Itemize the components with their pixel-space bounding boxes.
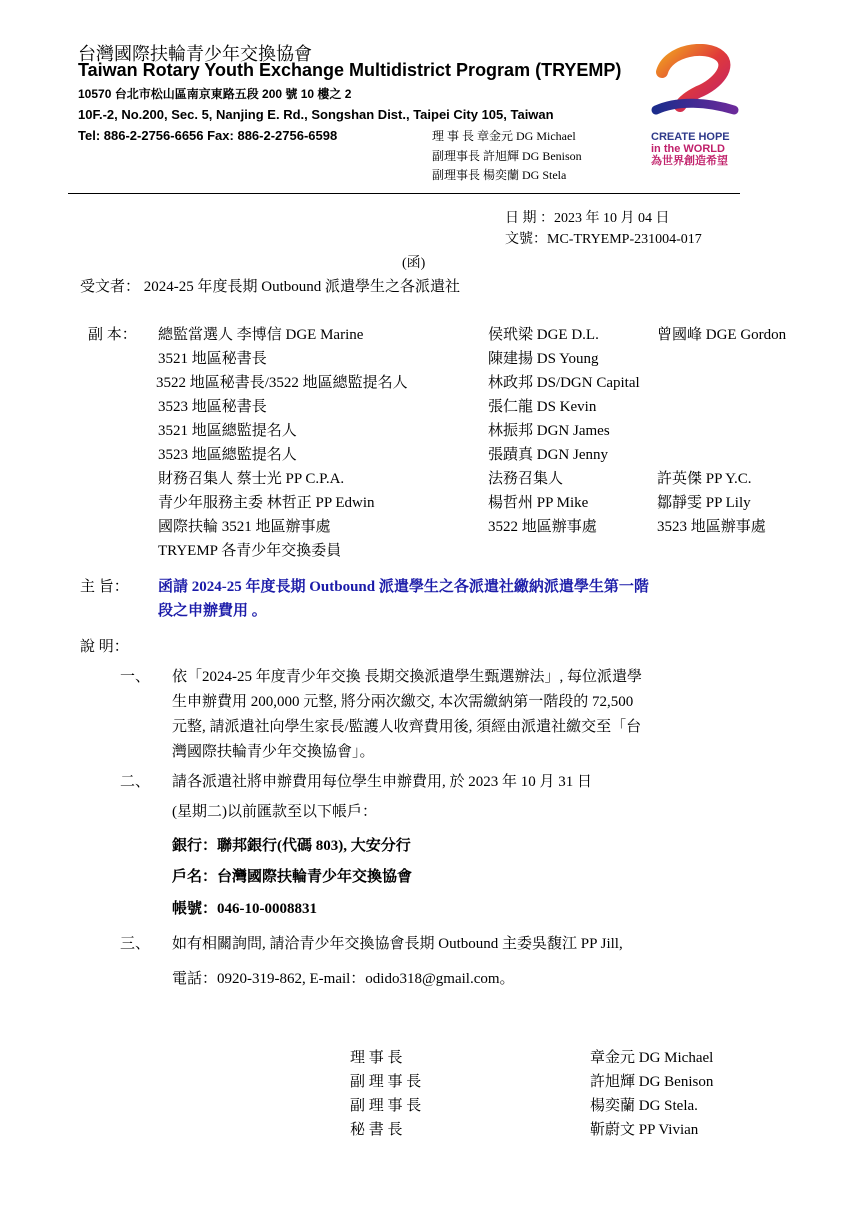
cc-entry: 3521 地區總監提名人 <box>158 423 297 439</box>
document-number: 文號：MC-TRYEMP-231004-017 <box>505 232 702 247</box>
cc-entry: 侯玳梁 DGE D.L. <box>488 327 599 343</box>
item3-line: 如有相關詢問, 請洽青少年交換協會長期 Outbound 主委吳馥江 PP Jill, <box>172 936 623 952</box>
cc-entry: 總監當選人 李博信 DGE Marine <box>158 327 364 343</box>
signature-name: 許旭輝 DG Benison <box>590 1074 714 1090</box>
cc-entry: 林振邦 DGN James <box>488 423 610 439</box>
cc-entry: 陳建揚 DS Young <box>488 351 599 367</box>
signature-title: 理 事 長 <box>350 1050 403 1066</box>
board-vice-president-2: 副理事長 楊奕蘭 DG Stela <box>432 168 567 182</box>
item1-line: 元整, 請派遣社向學生家長/監護人收齊費用後, 須經由派遣社繳交至「台 <box>172 719 642 735</box>
explanation-label: 說 明： <box>80 639 129 655</box>
cc-entry: 3522 地區辦事處 <box>488 519 597 535</box>
cc-entry: 林政邦 DS/DGN Capital <box>488 375 640 391</box>
document-date: 日 期 ：2023 年 10 月 04 日 <box>505 211 670 226</box>
cc-entry: 3523 地區總監提名人 <box>158 447 297 463</box>
item-number: 二、 <box>120 774 151 790</box>
org-name-en: Taiwan Rotary Youth Exchange Multidistrict Program (TRYEMP) <box>78 60 622 80</box>
account-number: 帳號：046-10-0008831 <box>172 901 317 917</box>
cc-entry: 青少年服務主委 林哲正 PP Edwin <box>158 495 375 511</box>
logo-slogan <box>651 131 730 167</box>
contact-line: 電話：0920-319-862, E-mail：odido318@gmail.com。 <box>172 971 515 987</box>
subject-line-2: 段之申辦費用 。 <box>158 603 267 619</box>
item2-line: 請各派遣社將申辦費用每位學生申辦費用, 於 2023 年 10 月 31 日 <box>172 774 593 790</box>
signature-title: 副 理 事 長 <box>350 1098 422 1114</box>
contact-numbers: Tel: 886-2-2756-6656 Fax: 886-2-2756-6598 <box>78 128 338 143</box>
cc-entry: TRYEMP 各青少年交換委員 <box>158 543 342 559</box>
cc-entry: 曾國峰 DGE Gordon <box>657 327 787 343</box>
cc-entry: 國際扶輪 3521 地區辦事處 <box>158 519 331 535</box>
cc-label: 副 本： <box>88 327 137 343</box>
cc-entry: 3522 地區秘書長/3522 地區總監提名人 <box>156 375 408 391</box>
item1-line: 灣國際扶輪青少年交換協會」。 <box>172 744 375 760</box>
document-type: (函) <box>402 256 426 271</box>
subject-label: 主 旨： <box>80 579 129 595</box>
item-number: 三、 <box>120 936 151 952</box>
item-number: 一、 <box>120 669 151 685</box>
header-divider <box>68 193 740 194</box>
subject-line-1: 函請 2024-25 年度長期 Outbound 派遣學生之各派遣社繳納派遣學生第一階 <box>158 579 649 595</box>
item1-line: 依「2024-25 年度青少年交換 長期交換派遣學生甄選辦法」, 每位派遣學 <box>172 669 642 685</box>
slogan-line-2: in the WORLD <box>651 143 725 155</box>
slogan-line-3: 為世界創造希望 <box>651 155 728 167</box>
item1-line: 生申辦費用 200,000 元整, 將分兩次繳交, 本次需繳納第一階段的 72,500 <box>172 694 634 710</box>
cc-entry: 3523 地區辦事處 <box>657 519 766 535</box>
cc-entry: 財務召集人 蔡士光 PP C.P.A. <box>158 471 345 487</box>
slogan-line-1: CREATE HOPE <box>651 131 730 143</box>
cc-entry: 張仁龍 DS Kevin <box>488 399 597 415</box>
bank-name: 銀行：聯邦銀行(代碼 803), 大安分行 <box>172 838 411 854</box>
org-name-zh: 台灣國際扶輪青少年交換協會 <box>78 44 312 64</box>
cc-entry: 法務召集人 <box>488 471 564 487</box>
item2-line: (星期二)以前匯款至以下帳戶： <box>172 804 377 820</box>
cc-entry: 楊哲州 PP Mike <box>488 495 589 511</box>
cc-entry: 許英傑 PP Y.C. <box>657 471 752 487</box>
recipient: 受文者： 2024-25 年度長期 Outbound 派遣學生之各派遣社 <box>80 279 460 295</box>
signature-title: 副 理 事 長 <box>350 1074 422 1090</box>
signature-name: 楊奕蘭 DG Stela. <box>590 1098 698 1114</box>
board-vice-president-1: 副理事長 許旭輝 DG Benison <box>432 149 582 163</box>
cc-entry: 3521 地區秘書長 <box>158 351 267 367</box>
signature-name: 靳蔚文 PP Vivian <box>590 1122 699 1138</box>
address-zh: 10570 台北市松山區南京東路五段 200 號 10 樓之 2 <box>78 87 352 101</box>
signature-title: 秘 書 長 <box>350 1122 403 1138</box>
signature-name: 章金元 DG Michael <box>590 1050 714 1066</box>
address-en: 10F.-2, No.200, Sec. 5, Nanjing E. Rd., Songshan Dist., Taipei City 105, Taiwan <box>78 107 554 122</box>
account-name: 戶名：台灣國際扶輪青少年交換協會 <box>172 869 413 885</box>
rotary-youth-logo <box>648 44 740 119</box>
cc-entry: 3523 地區秘書長 <box>158 399 267 415</box>
cc-entry: 張蹟真 DGN Jenny <box>488 447 608 463</box>
board-president: 理 事 長 章金元 DG Michael <box>432 129 576 143</box>
cc-entry: 鄒靜雯 PP Lily <box>657 495 751 511</box>
